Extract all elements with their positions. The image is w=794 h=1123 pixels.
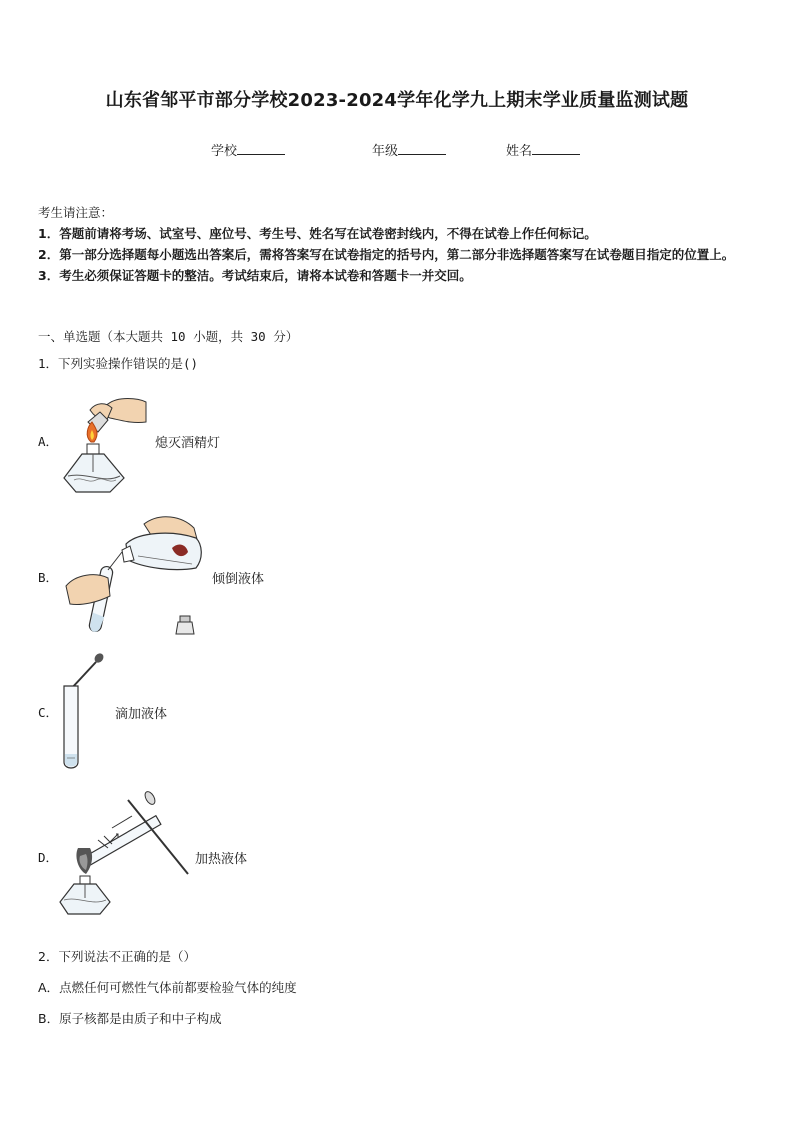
name-label: 姓名 bbox=[506, 144, 533, 159]
option-letter: A． bbox=[38, 980, 60, 995]
question-2-option-a bbox=[38, 978, 297, 996]
option-b-label: 倾倒液体 bbox=[212, 572, 265, 587]
alcohol-lamp-extinguish-figure bbox=[58, 392, 154, 500]
question-2-option-b bbox=[38, 1009, 222, 1027]
name-blank[interactable] bbox=[532, 142, 580, 155]
option-b-letter: B． bbox=[38, 570, 59, 585]
grade-label: 年级 bbox=[372, 144, 399, 159]
question-2-stem: 2．下列说法不正确的是（） bbox=[38, 949, 196, 964]
dropping-liquid-figure bbox=[58, 650, 110, 774]
option-d-label: 加热液体 bbox=[195, 852, 248, 867]
school-blank[interactable] bbox=[237, 142, 285, 155]
exam-notes bbox=[38, 202, 762, 286]
option-c-label: 滴加液体 bbox=[115, 707, 168, 722]
notes-heading: 考生请注意： bbox=[38, 205, 114, 220]
option-d-letter: D． bbox=[38, 850, 59, 865]
question-1-stem: 1．下列实验操作错误的是() bbox=[38, 356, 199, 371]
grade-field bbox=[372, 140, 446, 159]
note-item: 3．考生必须保证答题卡的整洁。考试结束后，请将本试卷和答题卡一并交回。 bbox=[38, 268, 472, 283]
option-text: 点燃任何可燃性气体前都要检验气体的纯度 bbox=[59, 980, 297, 995]
note-item: 2．第一部分选择题每小题选出答案后，需将答案写在试卷指定的括号内，第二部分非选择题答案写在试卷题目指定的位置上。 bbox=[38, 247, 735, 262]
page-title: 山东省邹平市部分学校2023-2024学年化学九上期末学业质量监测试题 bbox=[105, 90, 689, 111]
option-letter: B． bbox=[38, 1011, 60, 1026]
option-a-letter: A． bbox=[38, 434, 59, 449]
grade-blank[interactable] bbox=[398, 142, 446, 155]
name-field bbox=[506, 140, 580, 159]
heating-liquid-figure bbox=[56, 786, 194, 922]
section-heading: 一、单选题（本大题共 10 小题，共 30 分） bbox=[38, 329, 299, 344]
option-text: 原子核都是由质子和中子构成 bbox=[59, 1011, 222, 1026]
note-item: 1．答题前请将考场、试室号、座位号、考生号、姓名写在试卷密封线内，不得在试卷上作任何标记。 bbox=[38, 226, 597, 241]
option-c-letter: C． bbox=[38, 705, 59, 720]
school-field bbox=[211, 140, 285, 159]
pouring-liquid-figure bbox=[62, 510, 212, 642]
option-a-label: 熄灭酒精灯 bbox=[155, 436, 221, 451]
school-label: 学校 bbox=[211, 144, 238, 159]
